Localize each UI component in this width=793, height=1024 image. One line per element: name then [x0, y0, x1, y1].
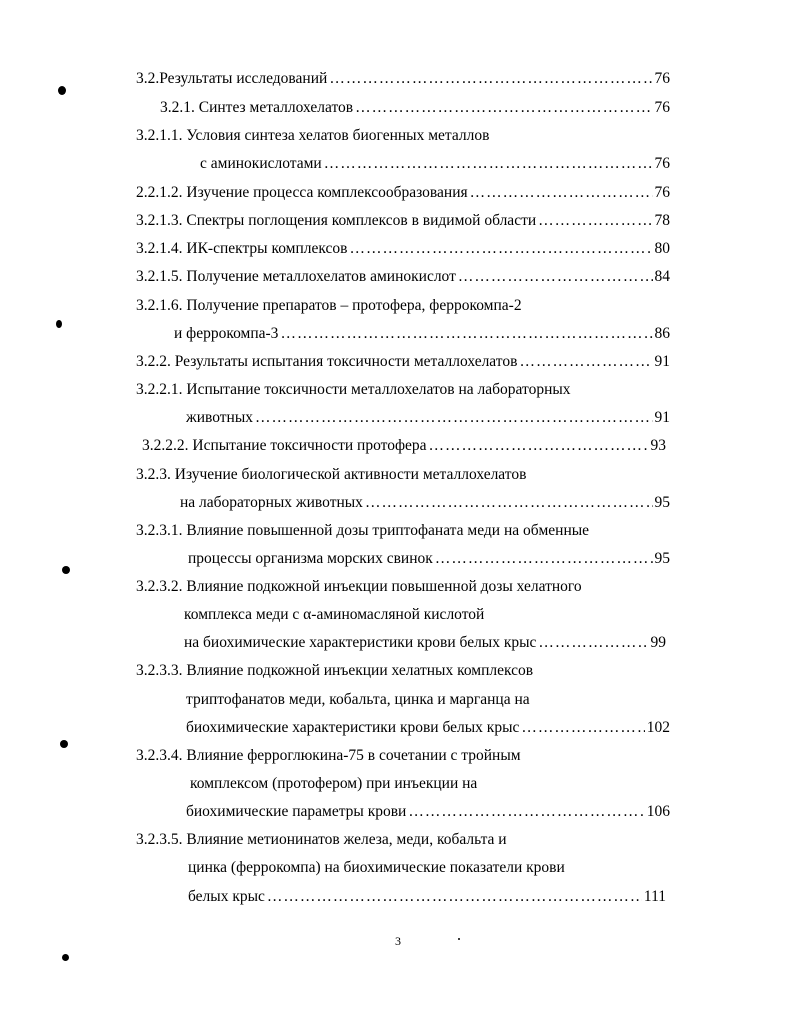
toc-entry-page: 76	[654, 155, 670, 172]
toc-entry-text: биохимические характеристики крови белых крыс	[186, 719, 520, 736]
toc-leader	[355, 97, 652, 119]
toc-entry	[174, 323, 670, 345]
toc-entry	[180, 492, 670, 514]
toc-leader	[470, 182, 653, 204]
toc-entry-page: 95	[654, 550, 670, 567]
toc-entry	[136, 351, 670, 373]
toc-entry-text: комплекса меди с α-аминомасляной кислотой	[184, 606, 485, 623]
toc-entry	[188, 548, 670, 570]
page-number: 3	[395, 934, 401, 948]
toc-entry-text: на биохимические характеристики крови белых крыс	[184, 634, 537, 651]
toc-entry-text: животных	[186, 409, 253, 426]
toc-entry-text: комплексом (протофером) при инъекции на	[190, 775, 478, 792]
toc-leader	[267, 886, 642, 908]
toc-leader	[538, 632, 648, 654]
toc-entry-page: 93	[650, 437, 666, 454]
scan-speck	[56, 320, 62, 328]
toc-entry	[136, 576, 670, 598]
toc-entry	[136, 829, 670, 851]
toc-leader	[521, 717, 644, 739]
toc-entry	[136, 464, 670, 486]
toc-entry	[136, 660, 670, 682]
toc-entry-text: 3.2.3.1. Влияние повышенной дозы триптофаната меди на обменные	[136, 522, 590, 539]
toc-entry	[136, 68, 670, 90]
toc-entry-page: 76	[654, 184, 670, 201]
toc-entry-text: 3.2.1.5. Получение металлохелатов аминокислот	[136, 268, 456, 285]
toc-entry	[184, 604, 670, 626]
toc-leader	[349, 238, 652, 260]
toc-entry-text: 3.2.Результаты исследований	[136, 70, 328, 87]
toc-entry	[136, 520, 670, 542]
toc-leader	[280, 323, 652, 345]
toc-entry-text: триптофанатов меди, кобальта, цинка и марганца на	[186, 691, 530, 708]
toc-entry	[136, 210, 670, 232]
toc-leader	[329, 68, 652, 90]
toc-entry-text: цинка (феррокомпа) на биохимические показатели крови	[188, 859, 565, 876]
toc-leader	[365, 492, 653, 514]
toc-entry-text: 3.2.2.1. Испытание токсичности металлохелатов на лабораторных	[136, 381, 571, 398]
toc-entry	[186, 407, 670, 429]
toc-entry-page: 106	[646, 803, 670, 820]
scan-speck	[458, 938, 460, 940]
toc-entry-text: 2.2.1.2. Изучение процесса комплексообразования	[136, 184, 468, 201]
toc-leader	[408, 801, 644, 823]
toc-entry	[136, 295, 670, 317]
toc-leader	[324, 153, 653, 175]
toc-entry	[188, 886, 666, 908]
toc-entry-text: 3.2.2.2. Испытание токсичности протофера	[142, 437, 427, 454]
toc-entry	[188, 857, 670, 879]
toc-entry-page: 95	[654, 494, 670, 511]
toc-entry-page: 80	[654, 240, 670, 257]
toc-entry-page: 102	[646, 719, 670, 736]
scan-speck	[60, 740, 68, 748]
toc-entry-text: 3.2.1.1. Условия синтеза хелатов биогенных металлов	[136, 127, 490, 144]
toc-entry-text: 3.2.1.3. Спектры поглощения комплексов в видимой области	[136, 212, 537, 229]
scan-speck	[62, 954, 69, 961]
toc-entry	[160, 97, 670, 119]
toc-entry-text: и феррокомпа-3	[174, 325, 279, 342]
toc-leader	[429, 435, 649, 457]
toc-entry	[136, 182, 670, 204]
toc-entry-text: с аминокислотами	[200, 155, 322, 172]
toc-entry-text: белых крыс	[188, 888, 265, 905]
toc-entry	[186, 689, 670, 711]
toc-leader	[255, 407, 653, 429]
toc-entry-text: 3.2.3.3. Влияние подкожной инъекции хелатных комплексов	[136, 662, 534, 679]
toc-entry-page: 84	[654, 268, 670, 285]
toc-entry-text: 3.2.2. Результаты испытания токсичности металлохелатов	[136, 353, 518, 370]
toc-entry	[190, 773, 670, 795]
toc-leader	[538, 210, 652, 232]
toc-entry-text: на лабораторных животных	[180, 494, 363, 511]
toc-entry-page: 86	[654, 325, 670, 342]
toc-entry-page: 99	[650, 634, 666, 651]
toc-entry-text: 3.2.3.2. Влияние подкожной инъекции повышенной дозы хелатного	[136, 578, 582, 595]
scan-speck	[58, 86, 66, 95]
toc-entry	[186, 801, 670, 823]
toc-entry-page: 76	[654, 99, 670, 116]
toc-leader	[435, 548, 653, 570]
toc-leader	[519, 351, 652, 373]
toc-entry-text: 3.2.3.4. Влияние ферроглюкина-75 в сочетании с тройным	[136, 747, 521, 764]
toc-entry-page: 91	[654, 353, 670, 370]
toc-entry-text: процессы организма морских свинок	[188, 550, 433, 567]
toc-entry-page: 91	[654, 409, 670, 426]
toc-entry-text: 3.2.3. Изучение биологической активности металлохелатов	[136, 466, 527, 483]
toc-entry-text: 3.2.1. Синтез металлохелатов	[160, 99, 354, 116]
toc-entry-page: 111	[643, 888, 666, 905]
toc-leader	[458, 266, 653, 288]
toc-entry	[184, 632, 666, 654]
toc-entry	[186, 717, 670, 739]
toc-entry	[136, 745, 670, 767]
scan-speck	[62, 566, 70, 574]
toc-entry-text: биохимические параметры крови	[186, 803, 407, 820]
toc-entry	[142, 435, 666, 457]
toc-entry-text: 3.2.1.6. Получение препаратов – протофера, феррокомпа-2	[136, 297, 522, 314]
toc-entry	[136, 125, 670, 147]
toc-entry	[136, 266, 670, 288]
toc-entry	[136, 379, 670, 401]
toc-entry-text: 3.2.1.4. ИК-спектры комплексов	[136, 240, 348, 257]
toc-entry	[200, 153, 670, 175]
toc-entry-page: 78	[654, 212, 670, 229]
toc-entry	[136, 238, 670, 260]
toc-entry-text: 3.2.3.5. Влияние метионинатов железа, меди, кобальта и	[136, 831, 507, 848]
toc-entry-page: 76	[654, 70, 670, 87]
